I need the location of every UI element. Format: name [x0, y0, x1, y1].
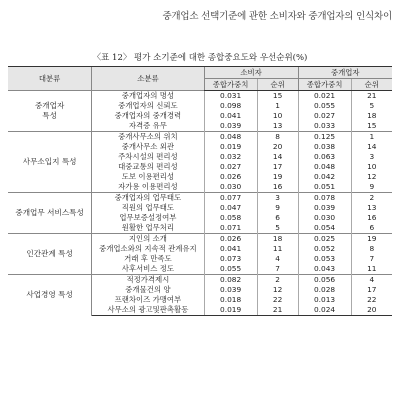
subcategory-cell: 중개업자의 신뢰도 — [118, 101, 178, 110]
subcategory-cell: 주차시설의 편리성 — [118, 152, 178, 161]
subcategory-cell: 중개물건의 양 — [125, 285, 171, 294]
agent-rank-cell: 4 — [351, 275, 392, 286]
agent-rank-cell: 22 — [351, 295, 392, 305]
agent-value-cell: 0.056 — [298, 275, 351, 286]
consumer-value-cell: 0.041 — [204, 111, 257, 121]
header-group-agent: 중개업자 — [298, 67, 392, 79]
subcategory-cell: 직원의 업무태도 — [121, 203, 175, 212]
consumer-value-cell: 0.071 — [204, 223, 257, 234]
consumer-value-cell: 0.048 — [204, 132, 257, 143]
consumer-value-cell: 0.019 — [204, 142, 257, 152]
consumer-value-cell: 0.019 — [204, 305, 257, 316]
consumer-rank-cell: 13 — [257, 121, 298, 132]
category-label-line: 인간관계 특성 — [26, 249, 73, 258]
consumer-rank-cell: 3 — [257, 193, 298, 204]
header-consumer-value: 종합가중치 — [204, 79, 257, 91]
header-agent-value: 종합가중치 — [298, 79, 351, 91]
table-body — [8, 91, 392, 316]
consumer-rank-cell: 10 — [257, 111, 298, 121]
agent-rank-cell: 2 — [351, 193, 392, 204]
subcategory-cell: 도보 이용편리성 — [121, 172, 175, 181]
table-caption: 〈표 12〉 평가 소기준에 대한 종합중요도와 우선순위(%) — [92, 53, 308, 63]
agent-rank-cell: 3 — [351, 152, 392, 162]
subcategory-cell: 원활한 업무처리 — [121, 223, 175, 232]
table-row — [8, 91, 392, 102]
agent-value-cell: 0.052 — [298, 244, 351, 254]
agent-rank-cell: 18 — [351, 111, 392, 121]
consumer-rank-cell: 11 — [257, 244, 298, 254]
subcategory-cell: 업무보증설정여부 — [119, 213, 177, 222]
consumer-value-cell: 0.055 — [204, 264, 257, 275]
consumer-rank-cell: 19 — [257, 172, 298, 182]
consumer-value-cell: 0.018 — [204, 295, 257, 305]
agent-value-cell: 0.013 — [298, 295, 351, 305]
consumer-rank-cell: 16 — [257, 182, 298, 193]
agent-value-cell: 0.033 — [298, 121, 351, 132]
agent-value-cell: 0.054 — [298, 223, 351, 234]
consumer-rank-cell: 20 — [257, 142, 298, 152]
header-category: 대분류 — [8, 67, 92, 91]
consumer-value-cell: 0.073 — [204, 254, 257, 264]
consumer-rank-cell: 12 — [257, 285, 298, 295]
agent-rank-cell: 8 — [351, 244, 392, 254]
agent-value-cell: 0.039 — [298, 203, 351, 213]
agent-value-cell: 0.042 — [298, 172, 351, 182]
consumer-value-cell: 0.098 — [204, 101, 257, 111]
consumer-value-cell: 0.039 — [204, 121, 257, 132]
agent-rank-cell: 19 — [351, 234, 392, 245]
category-label-line: 특성 — [42, 111, 57, 120]
agent-rank-cell: 1 — [351, 132, 392, 143]
agent-value-cell: 0.021 — [298, 91, 351, 102]
consumer-rank-cell: 7 — [257, 264, 298, 275]
consumer-rank-cell: 15 — [257, 91, 298, 102]
consumer-rank-cell: 5 — [257, 223, 298, 234]
agent-rank-cell: 21 — [351, 91, 392, 102]
agent-rank-cell: 11 — [351, 264, 392, 275]
agent-rank-cell: 7 — [351, 254, 392, 264]
agent-value-cell: 0.063 — [298, 152, 351, 162]
consumer-rank-cell: 14 — [257, 152, 298, 162]
agent-value-cell: 0.055 — [298, 101, 351, 111]
consumer-rank-cell: 22 — [257, 295, 298, 305]
agent-rank-cell: 16 — [351, 213, 392, 223]
consumer-rank-cell: 9 — [257, 203, 298, 213]
consumer-value-cell: 0.032 — [204, 152, 257, 162]
consumer-value-cell: 0.039 — [204, 285, 257, 295]
category-label-line: 사무소입지 특성 — [22, 157, 77, 166]
subcategory-cell: 대중교통의 편리성 — [118, 162, 178, 171]
category-cell — [8, 275, 92, 316]
table-row — [8, 234, 392, 245]
subcategory-cell: 중개사무소의 위치 — [92, 132, 204, 143]
consumer-value-cell: 0.026 — [204, 234, 257, 245]
consumer-value-cell: 0.030 — [204, 182, 257, 193]
agent-value-cell: 0.048 — [298, 162, 351, 172]
agent-value-cell: 0.078 — [298, 193, 351, 204]
consumer-value-cell: 0.041 — [204, 244, 257, 254]
consumer-rank-cell: 18 — [257, 234, 298, 245]
consumer-value-cell: 0.047 — [204, 203, 257, 213]
table-row — [8, 275, 392, 286]
agent-rank-cell: 12 — [351, 172, 392, 182]
agent-value-cell: 0.030 — [298, 213, 351, 223]
agent-rank-cell: 17 — [351, 285, 392, 295]
agent-value-cell: 0.053 — [298, 254, 351, 264]
agent-value-cell: 0.125 — [298, 132, 351, 143]
consumer-value-cell: 0.077 — [204, 193, 257, 204]
category-label-line: 중개업무 서비스특성 — [15, 208, 84, 217]
consumer-value-cell: 0.026 — [204, 172, 257, 182]
evaluation-table — [8, 66, 392, 316]
header-agent-rank: 순위 — [351, 79, 392, 91]
header-subcategory: 소분류 — [92, 67, 204, 91]
consumer-rank-cell: 2 — [257, 275, 298, 286]
agent-rank-cell: 14 — [351, 142, 392, 152]
subcategory-cell: 사후서비스 정도 — [121, 264, 175, 273]
agent-value-cell: 0.028 — [298, 285, 351, 295]
consumer-rank-cell: 6 — [257, 213, 298, 223]
category-cell — [8, 234, 92, 275]
agent-rank-cell: 15 — [351, 121, 392, 132]
header-group-consumer: 소비자 — [204, 67, 298, 79]
header-consumer-rank: 순위 — [257, 79, 298, 91]
subcategory-cell: 자가용 이용편리성 — [118, 182, 178, 191]
subcategory-cell: 중개업소와의 지속적 관계유지 — [99, 244, 197, 253]
consumer-rank-cell: 1 — [257, 101, 298, 111]
agent-value-cell: 0.024 — [298, 305, 351, 316]
category-cell — [8, 91, 92, 132]
agent-value-cell: 0.025 — [298, 234, 351, 245]
agent-rank-cell: 20 — [351, 305, 392, 316]
subcategory-cell: 중개업자의 명성 — [92, 91, 204, 102]
table-row — [8, 193, 392, 204]
agent-value-cell: 0.051 — [298, 182, 351, 193]
consumer-value-cell: 0.027 — [204, 162, 257, 172]
subcategory-cell: 사무소의 광고및판촉활동 — [92, 305, 204, 316]
agent-value-cell: 0.027 — [298, 111, 351, 121]
subcategory-cell: 지인의 소개 — [92, 234, 204, 245]
consumer-rank-cell: 4 — [257, 254, 298, 264]
subcategory-cell: 거래 후 만족도 — [124, 254, 172, 263]
agent-rank-cell: 9 — [351, 182, 392, 193]
table-row — [8, 132, 392, 143]
subcategory-cell: 적정가격제시 — [92, 275, 204, 286]
consumer-rank-cell: 17 — [257, 162, 298, 172]
consumer-value-cell: 0.082 — [204, 275, 257, 286]
consumer-value-cell: 0.058 — [204, 213, 257, 223]
subcategory-cell: 중개사무소 외관 — [121, 142, 175, 151]
category-label-line: 사업경영 특성 — [26, 290, 73, 300]
agent-rank-cell: 6 — [351, 223, 392, 234]
agent-rank-cell: 10 — [351, 162, 392, 172]
subcategory-cell: 자격증 유무 — [128, 121, 167, 130]
consumer-rank-cell: 8 — [257, 132, 298, 143]
category-cell — [8, 193, 92, 234]
agent-rank-cell: 5 — [351, 101, 392, 111]
subcategory-cell: 프랜차이즈 가맹여부 — [114, 295, 182, 304]
agent-value-cell: 0.038 — [298, 142, 351, 152]
subcategory-cell: 중개업자의 업무태도 — [92, 193, 204, 204]
consumer-value-cell: 0.031 — [204, 91, 257, 102]
subcategory-cell: 중개업자의 중개경력 — [114, 111, 182, 120]
agent-value-cell: 0.043 — [298, 264, 351, 275]
category-label-line: 중개업자 — [34, 101, 65, 110]
consumer-rank-cell: 21 — [257, 305, 298, 316]
agent-rank-cell: 13 — [351, 203, 392, 213]
category-cell — [8, 132, 92, 193]
page-header-title: 중개업소 선택기준에 관한 소비자와 중개업자의 인식차이 — [162, 11, 392, 22]
